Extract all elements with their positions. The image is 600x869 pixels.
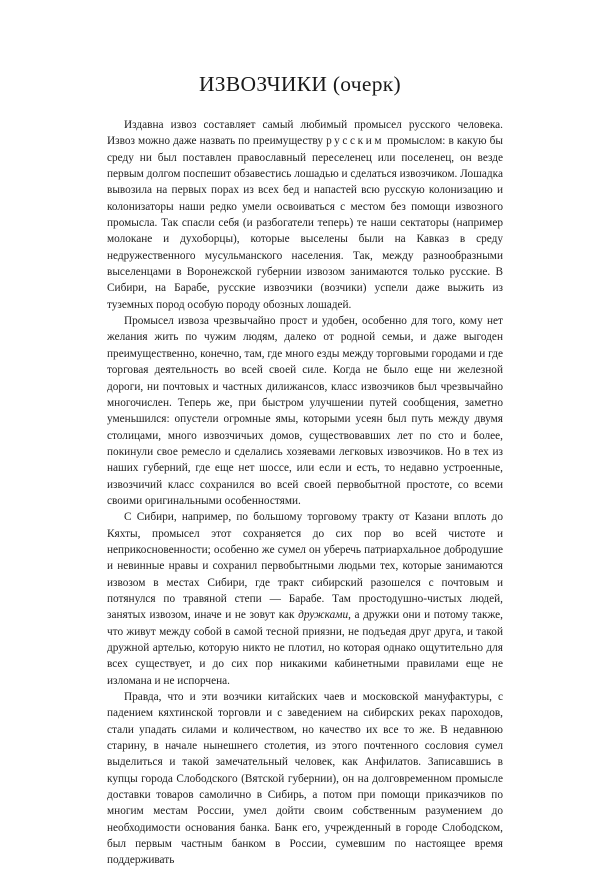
italic-word: дружками: [298, 609, 349, 622]
text-run: С Сибири, например, по большому торговому тракту от Казани вплоть до Кяхты, промысел этот сохраняется до сих пор во всей чистоте и неприкосновенности; особенно же сумел он уберечь патриархальное добродушие и невинные нравы и сохранил первобытными людьми тех, которые занимаются извозом в местах Сибири, где тракт сибирский разошелся с почтовым и потянулся по травяной степи — Барабе. Там простодушно-чистых людей, занятых извозом, иначе и не зовут как: [107, 511, 503, 622]
paragraph: [107, 689, 503, 869]
text-run: , а дружки они и потому также, что живут между собой в самой тесной приязни, не подъедая друг друга, и такой дружной артелью, которую никто не плотил, но которая однако ощутительно для всех существует, и до сих пор никакими кабинетными правилами еще не изломана и не испорчена.: [107, 609, 503, 687]
emphasized-word: русским: [326, 135, 385, 148]
paragraph: [107, 509, 503, 689]
page-title: ИЗВОЗЧИКИ (очерк): [198, 72, 402, 96]
paragraph: [107, 117, 503, 313]
text-run: Издавна извоз составляет самый любимый промысел русского человека. Извоз можно даже назвать по преимуществу: [107, 119, 503, 148]
text-run: Промысел извоза чрезвычайно прост и удобен, особенно для того, кому нет желания жить по чужим людям, далеко от родной семьи, и даже выгоден преимущественно, конечно, там, где много езды между торговыми городами и где торговая деятельность во всей своей силе. Когда не было еще ни железной дороги, ни почтовых и частных дилижансов, класс извозчиков был чрезвычайно многочислен. Теперь же, при быстром улучшении путей сообщения, заметно уменьшился: опустели огромные ямы, которыми усеян был путь между двумя столицами, много извозчичьих домов, существовавших лет по сто и более, покинули свое ремесло и сделались хозяевами легковых извозчиков. Но в тех из наших губерний, где еще нет шоссе, или если и есть, то недавно устроенные, извозчичий класс сохранился во всей своей первобытной простоте, со всеми своими оригинальными особенностями.: [107, 315, 503, 507]
paragraph: [107, 313, 503, 509]
article-body: [107, 117, 503, 869]
text-run: Правда, что и эти возчики китайских чаев и московской мануфактуры, с падением кяхтинской торговли и с заведением на сибирских реках пароходов, стали упадать силами и количеством, но качество их все то же. В недавнюю старину, в начале нынешнего столетия, из этого почтенного сословия сумел выделиться и такой замечательный человек, как Анфилатов. Записавшись в купцы города Слободского (Вятской губернии), он на долговременном промысле доставки товаров самолично в Сибирь, а потом при помощи приказчиков по многим местам России, умел дойти своим собственным разумением до необходимости основания банка. Банк его, учрежденный в городе Слободском, был первым частным банком в России, сумевшим по настоящее время поддерживать: [107, 691, 503, 867]
text-run: промыслом: в какую бы среду ни был поставлен православный переселенец или поселенец, он везде первым долгом поспешит обзавестись лошадью и сделаться извозчиком. Лошадка вывозила на первых порах из всех бед и напастей всю русскую колонизацию и колонизаторы наши редко умели освоиваться с местом без помощи извозного промысла. Так спасли себя (и разбогатели теперь) те наши сектаторы (например молокане и духоборцы), которые выселены были на Кавказ в среду недружественного мусульманского населения. Так, между разнообразными выселенцами в Воронежской губернии извозом занимаются только русские. В Сибири, на Барабе, русские извозчики (возчики) успели даже выжить из туземных пород особую породу обозных лошадей.: [107, 135, 503, 311]
